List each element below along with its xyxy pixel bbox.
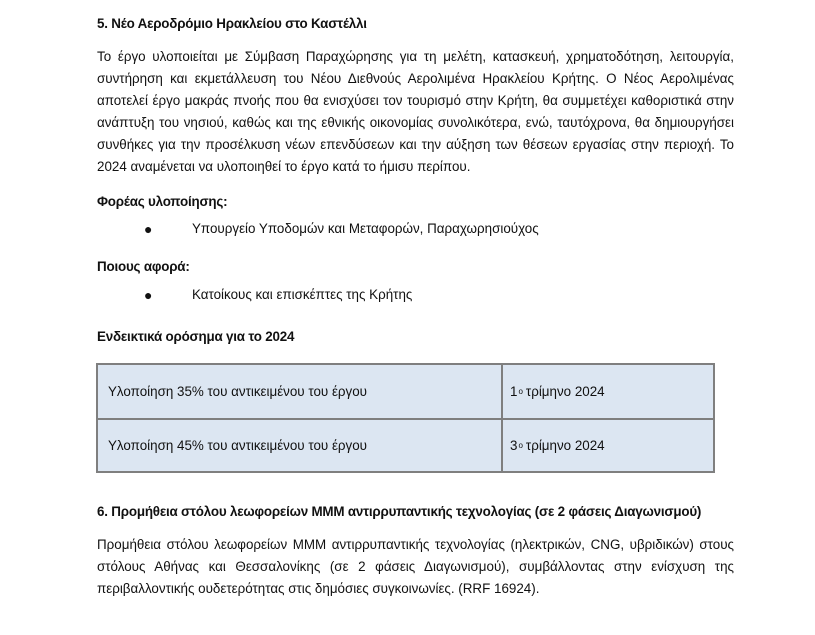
table-row <box>98 420 713 471</box>
table-row <box>98 365 713 420</box>
implementer-list-item: ● Υπουργείο Υποδομών και Μεταφορών, Παραχωρησιούχος <box>144 221 539 237</box>
bullet-icon: ● <box>144 221 153 237</box>
milestone-quarter-cell: 3 ο τρίμηνο 2024 <box>510 438 605 453</box>
section-6-paragraph: Προμήθεια στόλου λεωφορείων ΜΜΜ αντιρρυπαντικής τεχνολογίας (ηλεκτρικών, CNG, υβριδικών) στους στόλους Αθήνας και Θεσσαλονίκης (σε 2 φάσεις Διαγωνισμού), συμβάλλοντας στην ενίσχυση της περιβαλλοντικής ουδετερότητας στις δημόσιες συγκοινωνίες. (RRF 16924). <box>97 537 734 596</box>
concerns-label: Ποιους αφορά: <box>97 259 190 274</box>
section-6-heading: 6. Προμήθεια στόλου λεωφορείων ΜΜΜ αντιρρυπαντικής τεχνολογίας (σε 2 φάσεις Διαγωνισμού) <box>97 504 702 519</box>
milestone-task-cell: Υλοποίηση 45% του αντικειμένου του έργου <box>98 420 503 471</box>
milestones-label: Ενδεικτικά ορόσημα για το 2024 <box>97 329 295 344</box>
milestone-task-cell: Υλοποίηση 35% του αντικειμένου του έργου <box>98 365 503 418</box>
bullet-icon: ● <box>144 287 153 303</box>
section-5-paragraph: Το έργο υλοποιείται με Σύμβαση Παραχώρησης για τη μελέτη, κατασκευή, χρηματοδότηση, λειτουργία, συντήρηση και εκμετάλλευση του Νέου Διεθνούς Αερολιμένα Ηρακλείου Κρήτης. Ο Νέος Αερολιμένας αποτελεί έργο μακράς πνοής που θα ενισχύσει τον τουρισμό στην Κρήτη, θα συμμετέχει καθοριστικά στην ανάπτυξη του νησιού, καθώς και της εθνικής οικονομίας συνολικότερα, ενώ, ταυτόχρονα, θα δημιουργήσει συνθήκες για την προσέλκυση νέων επενδύσεων και την αύξηση των θέσεων εργασίας στην περιοχή. Το 2024 αναμένεται να υλοποιηθεί το έργο κατά το ήμισυ περίπου. <box>97 49 734 174</box>
section-5-heading: 5. Νέο Αεροδρόμιο Ηρακλείου στο Καστέλλι <box>97 16 367 31</box>
milestone-quarter-cell: 1 ο τρίμηνο 2024 <box>510 384 605 399</box>
milestones-table <box>96 363 715 473</box>
implementer-label: Φορέας υλοποίησης: <box>97 194 228 209</box>
concerns-list-item: ● Κατοίκους και επισκέπτες της Κρήτης <box>144 287 413 303</box>
